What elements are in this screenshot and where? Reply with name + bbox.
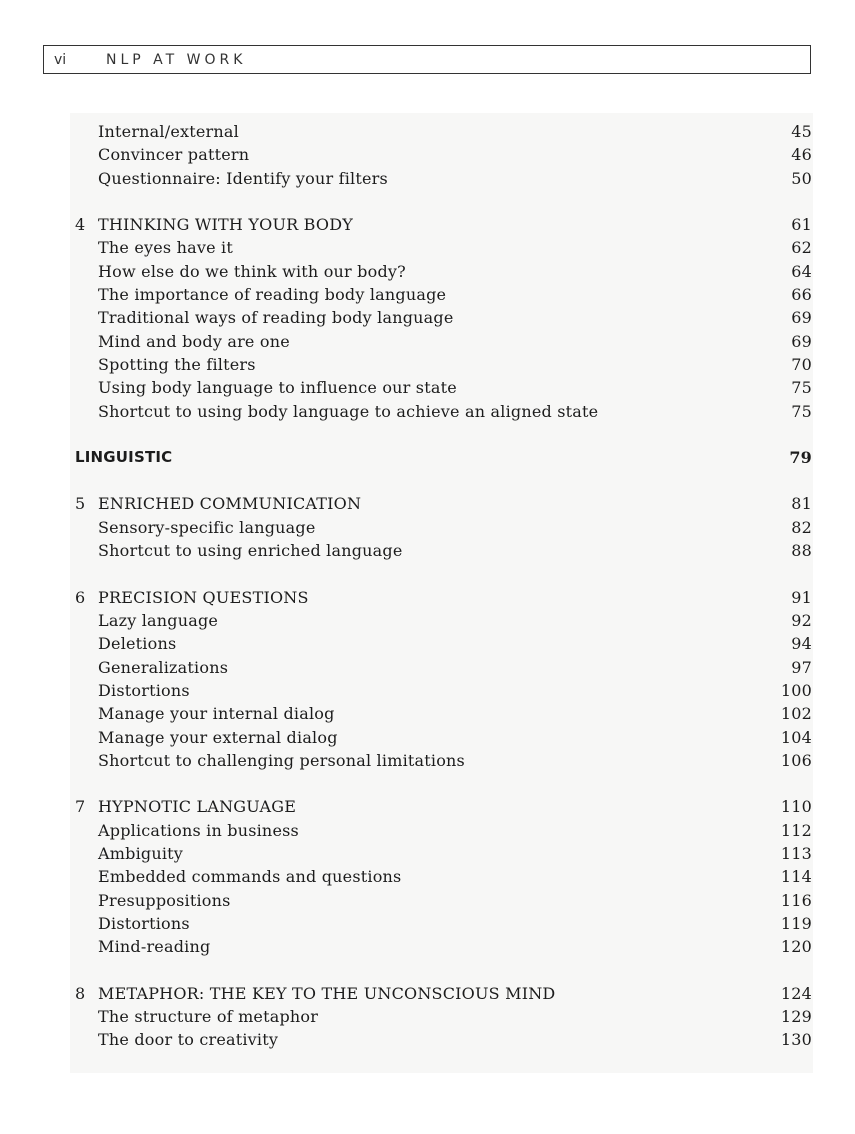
page-number: 45 xyxy=(791,122,812,141)
toc-entry[interactable] xyxy=(75,889,812,912)
page-number: 130 xyxy=(780,1030,812,1050)
toc-title: Mind-reading xyxy=(98,937,211,957)
toc-entry[interactable] xyxy=(75,516,812,539)
page-number: 91 xyxy=(791,587,812,607)
toc-entry[interactable] xyxy=(75,143,812,166)
toc-entry[interactable] xyxy=(75,935,812,958)
table-of-contents xyxy=(75,120,812,1075)
toc-title: Embedded commands and questions xyxy=(98,867,402,887)
toc-group xyxy=(75,982,812,1052)
toc-title: The eyes have it xyxy=(98,238,233,258)
toc-title: The importance of reading body language xyxy=(98,285,447,305)
page-number: 124 xyxy=(780,983,812,1003)
page-folio: vi xyxy=(54,52,67,68)
toc-chapter[interactable] xyxy=(75,492,812,515)
toc-entry[interactable] xyxy=(75,236,812,259)
chapter-number: 8 xyxy=(75,983,86,1003)
toc-part-heading[interactable] xyxy=(75,446,812,469)
toc-entry[interactable] xyxy=(75,283,812,306)
toc-entry[interactable] xyxy=(75,656,812,679)
page-number: 50 xyxy=(791,168,812,188)
toc-entry[interactable] xyxy=(75,260,812,283)
toc-title: Distortions xyxy=(98,680,190,700)
toc-title: Applications in business xyxy=(98,820,299,840)
page-number: 69 xyxy=(791,331,812,351)
page-number: 64 xyxy=(791,261,812,281)
running-head xyxy=(43,45,811,74)
toc-entry[interactable] xyxy=(75,400,812,423)
toc-entry[interactable] xyxy=(75,749,812,772)
page-number: 106 xyxy=(780,750,812,770)
toc-group xyxy=(75,446,812,469)
toc-entry[interactable] xyxy=(75,912,812,935)
chapter-number: 7 xyxy=(75,797,86,817)
toc-title: The door to creativity xyxy=(98,1030,279,1050)
page-number: 129 xyxy=(780,1007,812,1026)
page-number: 97 xyxy=(791,657,812,677)
page-number: 70 xyxy=(791,355,812,375)
toc-title: PRECISION QUESTIONS xyxy=(98,587,309,607)
page-number: 75 xyxy=(791,401,812,421)
toc-title: Shortcut to challenging personal limitations xyxy=(98,750,465,770)
toc-title: Mind and body are one xyxy=(98,331,290,351)
toc-title: Presuppositions xyxy=(98,890,231,910)
chapter-number: 6 xyxy=(75,587,86,607)
toc-title: How else do we think with our body? xyxy=(98,261,406,281)
page-number: 102 xyxy=(780,704,812,724)
toc-title: Generalizations xyxy=(98,657,229,677)
toc-title: Distortions xyxy=(98,913,190,933)
toc-title: Spotting the filters xyxy=(98,355,256,375)
toc-group xyxy=(75,120,812,190)
toc-entry[interactable] xyxy=(75,865,812,888)
toc-title: Lazy language xyxy=(98,610,219,630)
toc-title: Convincer pattern xyxy=(98,145,250,165)
toc-title: Questionnaire: Identify your filters xyxy=(98,168,388,188)
toc-entry[interactable] xyxy=(75,842,812,865)
toc-title: Internal/external xyxy=(98,122,239,141)
toc-title: Manage your internal dialog xyxy=(98,704,335,724)
toc-title: Using body language to influence our state xyxy=(98,378,457,398)
page-number: 82 xyxy=(791,517,812,537)
page-number: 66 xyxy=(791,285,812,305)
toc-title: Shortcut to using enriched language xyxy=(98,541,403,561)
toc-title: Deletions xyxy=(98,634,177,654)
chapter-number: 5 xyxy=(75,494,86,514)
toc-entry[interactable] xyxy=(75,726,812,749)
page-number: 46 xyxy=(791,145,812,165)
toc-title: Shortcut to using body language to achieve an aligned state xyxy=(98,401,599,421)
toc-chapter[interactable] xyxy=(75,586,812,609)
page-number: 120 xyxy=(780,937,812,957)
toc-title: ENRICHED COMMUNICATION xyxy=(98,494,362,514)
toc-title: The structure of metaphor xyxy=(98,1007,319,1026)
toc-entry[interactable] xyxy=(75,539,812,562)
toc-entry[interactable] xyxy=(75,1028,812,1051)
toc-entry[interactable] xyxy=(75,702,812,725)
toc-entry[interactable] xyxy=(75,167,812,190)
book-title: NLP AT WORK xyxy=(106,52,247,68)
toc-title: LINGUISTIC xyxy=(75,448,173,467)
page-number: 113 xyxy=(780,843,812,863)
toc-entry[interactable] xyxy=(75,376,812,399)
toc-entry[interactable] xyxy=(75,609,812,632)
toc-title: HYPNOTIC LANGUAGE xyxy=(98,797,297,817)
toc-title: METAPHOR: THE KEY TO THE UNCONSCIOUS MIND xyxy=(98,983,556,1003)
toc-title: THINKING WITH YOUR BODY xyxy=(98,215,354,235)
toc-chapter[interactable] xyxy=(75,982,812,1005)
toc-group xyxy=(75,795,812,958)
toc-entry[interactable] xyxy=(75,632,812,655)
page-number: 79 xyxy=(789,448,812,468)
toc-entry[interactable] xyxy=(75,120,812,143)
toc-chapter[interactable] xyxy=(75,213,812,236)
page-number: 62 xyxy=(791,238,812,258)
page-number: 119 xyxy=(780,913,812,933)
page-number: 75 xyxy=(791,378,812,398)
chapter-number: 4 xyxy=(75,215,86,235)
toc-entry[interactable] xyxy=(75,330,812,353)
page-number: 114 xyxy=(780,867,812,887)
toc-entry[interactable] xyxy=(75,679,812,702)
page-number: 110 xyxy=(780,797,812,817)
toc-title: Manage your external dialog xyxy=(98,727,338,747)
toc-entry[interactable] xyxy=(75,819,812,842)
toc-title: Traditional ways of reading body language xyxy=(98,308,454,328)
toc-entry[interactable] xyxy=(75,1005,812,1028)
page-number: 100 xyxy=(780,680,812,700)
toc-entry[interactable] xyxy=(75,306,812,329)
page-number: 94 xyxy=(791,634,812,654)
page-number: 81 xyxy=(791,494,812,514)
toc-chapter[interactable] xyxy=(75,795,812,818)
toc-group xyxy=(75,586,812,773)
toc-group xyxy=(75,492,812,562)
page-number: 92 xyxy=(791,610,812,630)
toc-group xyxy=(75,213,812,423)
page-number: 61 xyxy=(791,215,812,235)
page-number: 112 xyxy=(780,820,812,840)
toc-title: Ambiguity xyxy=(98,843,184,863)
page-number: 104 xyxy=(780,727,812,747)
toc-title: Sensory-specific language xyxy=(98,517,316,537)
page-number: 69 xyxy=(791,308,812,328)
page-number: 116 xyxy=(780,890,812,910)
toc-entry[interactable] xyxy=(75,353,812,376)
page-number: 88 xyxy=(791,541,812,561)
